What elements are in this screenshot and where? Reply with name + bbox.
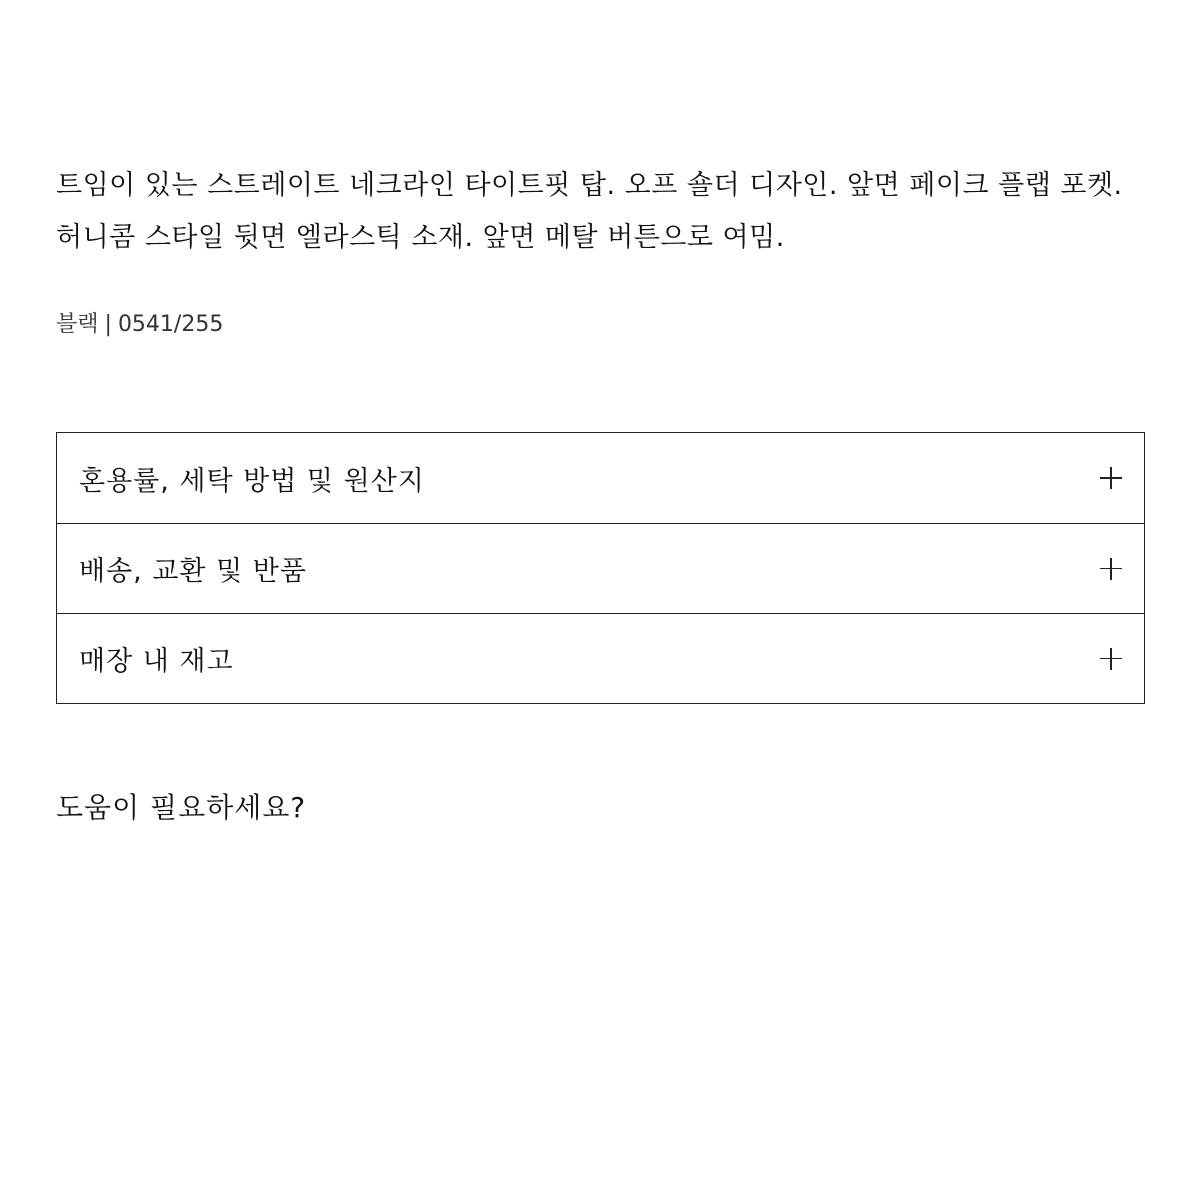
product-meta bbox=[56, 310, 223, 340]
accordion-item-label: 배송, 교환 및 반품 bbox=[79, 556, 307, 587]
plus-icon[interactable] bbox=[1100, 648, 1122, 670]
accordion-item-label: 매장 내 재고 bbox=[79, 646, 234, 677]
info-accordion bbox=[56, 432, 1145, 704]
help-link[interactable]: 도움이 필요하세요? bbox=[56, 791, 307, 824]
accordion-item-store-stock[interactable] bbox=[57, 613, 1144, 703]
plus-icon[interactable] bbox=[1100, 467, 1122, 489]
plus-icon[interactable] bbox=[1100, 558, 1122, 580]
product-color: 블랙 bbox=[56, 312, 99, 337]
accordion-item-composition-care[interactable] bbox=[57, 433, 1144, 523]
meta-separator: | bbox=[104, 312, 112, 337]
accordion-item-shipping-returns[interactable] bbox=[57, 523, 1144, 613]
product-reference: 0541/255 bbox=[117, 312, 224, 337]
product-description: 트임이 있는 스트레이트 네크라인 타이트핏 탑. 오프 숄더 디자인. 앞면 페이크 플랩 포켓. 허니콤 스타일 뒷면 엘라스틱 소재. 앞면 메탈 버튼으로 여밈. bbox=[56, 170, 1123, 253]
accordion-item-label: 혼용률, 세탁 방법 및 원산지 bbox=[79, 465, 425, 497]
